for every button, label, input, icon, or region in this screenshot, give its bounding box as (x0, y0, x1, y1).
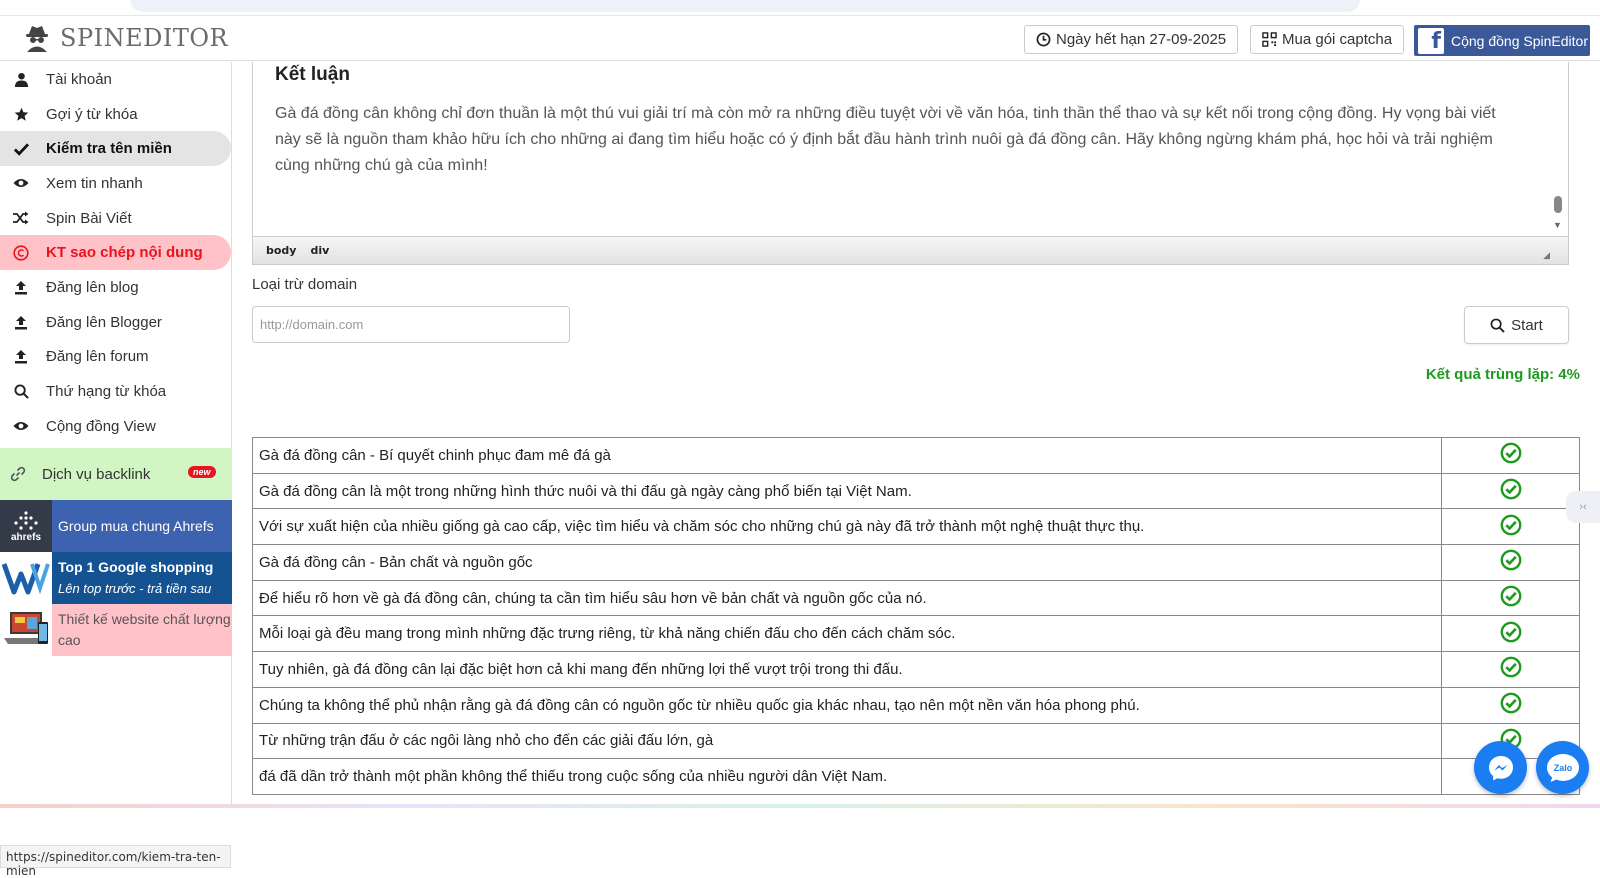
community-label: Cộng đồng SpinEditor (1451, 32, 1588, 49)
promo-title: Group mua chung Ahrefs (58, 517, 214, 534)
sidebar-item-keyword-rank[interactable] (0, 374, 231, 409)
status-cell (1442, 687, 1580, 723)
sidebar-item-label: Thứ hạng từ khóa (46, 383, 167, 401)
search-icon (10, 384, 32, 399)
facebook-icon: f (1418, 28, 1444, 54)
logo[interactable] (22, 23, 228, 53)
scrollbar-thumb[interactable] (1554, 196, 1562, 213)
dots-icon (13, 510, 39, 532)
check-circle-icon (1500, 549, 1522, 575)
status-cell (1442, 509, 1580, 545)
link-icon (10, 466, 30, 482)
sidebar-item-label: Đăng lên blog (46, 278, 139, 296)
sidebar-item-label: Đăng lên forum (46, 348, 149, 366)
star-icon (10, 107, 32, 122)
table-row (253, 545, 1580, 581)
start-button[interactable] (1464, 306, 1569, 344)
status-cell (1442, 545, 1580, 581)
promo-title: Top 1 Google shopping (58, 559, 214, 575)
path-div[interactable]: div (310, 244, 330, 257)
editor-heading: Kết luận (275, 64, 350, 85)
upload-icon (10, 280, 32, 295)
facebook-community-button[interactable] (1414, 25, 1590, 56)
check-circle-icon (1500, 585, 1522, 611)
sidebar-item-copy-check[interactable] (0, 235, 231, 270)
editor-path-bar (253, 236, 1568, 264)
messenger-button[interactable] (1474, 741, 1527, 794)
promo-google-shopping[interactable] (0, 552, 232, 604)
status-cell (1442, 580, 1580, 616)
clock-icon (1036, 32, 1051, 47)
upload-icon (10, 349, 32, 364)
sidebar-item-post-forum[interactable] (0, 340, 231, 375)
user-icon (10, 72, 32, 87)
sentence-cell: Mỗi loại gà đều mang trong mình những đặc trưng riêng, từ khả năng chiến đấu cho đến cách chăm sóc. (253, 616, 1442, 652)
status-cell (1442, 652, 1580, 688)
promo-title: Thiết kế website chất lượng cao (58, 611, 231, 648)
domain-input[interactable] (252, 306, 570, 343)
sidebar-item-backlink-service[interactable] (0, 448, 232, 500)
table-row (253, 473, 1580, 509)
table-row (253, 509, 1580, 545)
browser-strip (0, 0, 1600, 16)
sidebar-item-label: Xem tin nhanh (46, 174, 143, 192)
w-logo-icon (0, 552, 52, 604)
check-circle-icon (1500, 692, 1522, 718)
sidebar-item-account[interactable] (0, 62, 231, 97)
editor-scrollbar[interactable] (1552, 62, 1564, 234)
laptop-icon (0, 604, 52, 656)
editor-body-text: Gà đá đồng cân không chỉ đơn thuần là một thú vui giải trí mà còn mở ra những điều tuyệt vời về văn hóa, tinh thần thể thao và sự kết nối trong cộng đồng. Hy vọng bài viết này sẽ là nguồn tham khảo hữu ích cho những ai đang tìm hiểu hoặc có ý định bắt đầu hành trình nuôi gà đá đồng cân. Hãy không ngừng khám phá, học hỏi và trải nghiệm cùng những chú gà của mình! (275, 105, 1496, 174)
ahrefs-thumb-text: ahrefs (10, 531, 41, 543)
qrcode-icon (1262, 32, 1277, 47)
status-cell (1442, 438, 1580, 474)
sentence-cell: Chúng ta không thể phủ nhận rằng gà đá đồng cân có nguồn gốc từ nhiều quốc gia khác nhau, tạo nên một nền văn hóa phong phú. (253, 687, 1442, 723)
expiry-button[interactable] (1024, 25, 1238, 54)
promo-web-design[interactable] (0, 604, 232, 656)
sidebar-item-quick-news[interactable] (0, 166, 231, 201)
table-row (253, 438, 1580, 474)
status-cell (1442, 616, 1580, 652)
promo-subtitle: Lên top trước - trả tiền sau (58, 581, 212, 596)
bottom-decor-strip (0, 804, 1600, 808)
address-bar[interactable] (130, 0, 1360, 12)
check-circle-icon (1500, 442, 1522, 468)
check-circle-icon (1500, 514, 1522, 540)
check-circle-icon (1500, 478, 1522, 504)
sidebar-item-spin-article[interactable] (0, 201, 231, 236)
sidebar-item-label: Kiểm tra tên miền (46, 140, 172, 158)
zalo-button[interactable] (1536, 741, 1589, 794)
sentence-cell: Để hiểu rõ hơn về gà đá đồng cân, chúng ta cần tìm hiểu sâu hơn về bản chất và nguồn gốc của nó. (253, 580, 1442, 616)
search-icon (1490, 318, 1505, 333)
sentence-cell: Từ những trận đấu ở các ngôi làng nhỏ cho đến các giải đấu lớn, gà (253, 723, 1442, 759)
status-bar-url: https://spineditor.com/kiem-tra-ten-mien (0, 845, 231, 868)
status-cell (1442, 473, 1580, 509)
check-circle-icon (1500, 621, 1522, 647)
table-row (253, 687, 1580, 723)
sidebar (0, 62, 232, 878)
check-icon (10, 142, 32, 156)
ahrefs-thumb (0, 500, 52, 552)
table-row (253, 723, 1580, 759)
sidebar-item-label: Dịch vụ backlink (42, 465, 151, 483)
exclude-domain-label: Loại trừ domain (252, 276, 358, 293)
sentence-cell: Gà đá đồng cân - Bản chất và nguồn gốc (253, 545, 1442, 581)
eye-icon (10, 177, 32, 189)
sidebar-item-label: Đăng lên Blogger (46, 313, 162, 331)
new-badge: new (188, 466, 216, 478)
promo-ahrefs[interactable] (0, 500, 232, 552)
eye-icon (10, 420, 32, 432)
path-body[interactable]: body (266, 244, 297, 257)
zalo-icon (1545, 752, 1581, 784)
buy-captcha-button[interactable] (1250, 25, 1404, 54)
sidebar-item-post-blog[interactable] (0, 270, 231, 305)
sentence-cell: Với sự xuất hiện của nhiều giống gà cao cấp, việc tìm hiểu và chăm sóc cho những chú gà này đã trở thành một nghệ thuật thực thụ. (253, 509, 1442, 545)
scroll-down-icon[interactable]: ▼ (1553, 220, 1562, 230)
duplicate-result: Kết quả trùng lặp: 4% (1425, 366, 1580, 383)
content-editor[interactable] (252, 62, 1569, 265)
messenger-icon (1486, 753, 1516, 783)
check-circle-icon (1500, 656, 1522, 682)
results-table (252, 437, 1580, 795)
upload-icon (10, 315, 32, 330)
table-row (253, 616, 1580, 652)
svg-text:Zalo: Zalo (1553, 762, 1572, 773)
spy-logo-icon (22, 23, 52, 53)
sentence-cell: đá đã dần trở thành một phần không thể thiếu trong cuộc sống của nhiều người dân Việt Nam. (253, 759, 1442, 795)
expiry-label: Ngày hết hạn 27-09-2025 (1056, 31, 1227, 48)
sentence-cell: Tuy nhiên, gà đá đồng cân lại đặc biệt hơn cả khi mang đến những lợi thế vượt trội trong thi đấu. (253, 652, 1442, 688)
table-row (253, 652, 1580, 688)
sentence-cell: Gà đá đồng cân là một trong những hình thức nuôi và thi đấu gà ngày càng phổ biến tại Việt Nam. (253, 473, 1442, 509)
table-row (253, 580, 1580, 616)
sidebar-item-label: KT sao chép nội dung (46, 244, 203, 262)
sentence-cell: Gà đá đồng cân - Bí quyết chinh phục đam mê đá gà (253, 438, 1442, 474)
start-label: Start (1511, 316, 1543, 334)
sidebar-item-domain-check[interactable] (0, 131, 231, 166)
sidebar-item-community-view[interactable] (0, 409, 231, 444)
sidebar-item-keyword-suggest[interactable] (0, 97, 231, 132)
table-row (253, 759, 1580, 795)
top-header (0, 16, 1600, 61)
resize-grip-icon[interactable]: ◢ (1543, 251, 1550, 261)
sidebar-item-post-blogger[interactable] (0, 305, 231, 340)
captcha-label: Mua gói captcha (1282, 31, 1393, 48)
sidebar-item-label: Gợi ý từ khóa (46, 105, 138, 123)
sidebar-item-label: Cộng đồng View (46, 417, 156, 435)
sidebar-item-label: Spin Bài Viết (46, 209, 132, 227)
logo-text: SPINEDITOR (60, 24, 229, 52)
copyright-icon (10, 245, 32, 261)
sidebar-item-label: Tài khoản (46, 70, 112, 88)
shuffle-icon (10, 211, 32, 225)
side-collapse-tab[interactable]: ›‹ (1566, 491, 1600, 523)
